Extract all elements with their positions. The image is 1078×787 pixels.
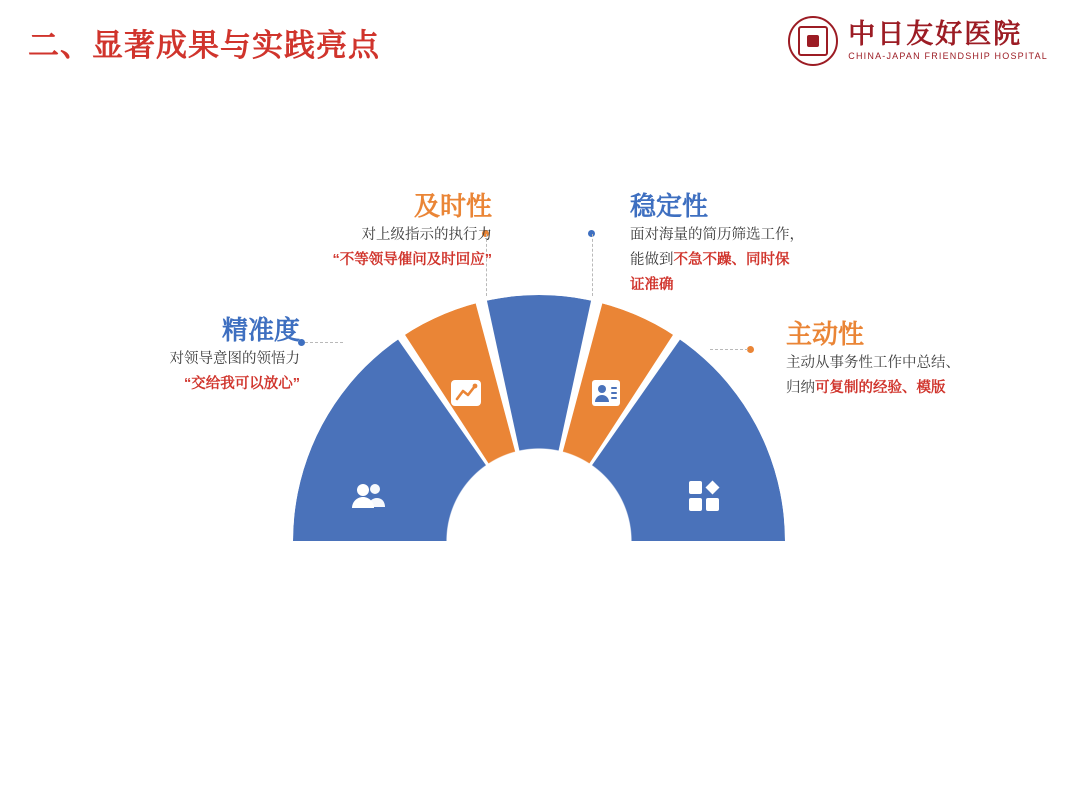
label-wendingxing-line2-highlight: 不急不躁、同时保 bbox=[673, 251, 790, 268]
id-card-icon bbox=[583, 370, 629, 416]
label-zhudongxing-line2-highlight: 可复制的经验、模版 bbox=[815, 379, 946, 396]
chart-line-icon bbox=[443, 370, 489, 416]
label-wendingxing-line2 bbox=[630, 248, 890, 273]
label-jingzhundu-body bbox=[85, 347, 300, 397]
page-title: 二、显著成果与实践亮点 bbox=[28, 28, 380, 63]
label-jingzhundu-line2: “交给我可以放心” bbox=[184, 375, 300, 392]
label-wendingxing-line1: 面对海量的简历筛选工作， bbox=[630, 227, 804, 243]
label-jishixing-body bbox=[262, 223, 492, 273]
label-wendingxing bbox=[630, 186, 890, 298]
label-wendingxing-line2-plain: 能做到 bbox=[630, 251, 674, 268]
logo-name-cn: 中日友好医院 bbox=[848, 19, 1023, 51]
logo-text-block bbox=[848, 20, 1048, 62]
label-zhudongxing bbox=[786, 314, 1036, 401]
logo-name-en: CHINA-JAPAN FRIENDSHIP HOSPITAL bbox=[848, 50, 1048, 61]
hospital-emblem-icon bbox=[788, 16, 838, 66]
label-zhudongxing-line2-plain: 归纳 bbox=[786, 379, 815, 396]
connector-dot-zhudongxing bbox=[747, 346, 754, 353]
label-wendingxing-title: 稳定性 bbox=[630, 191, 709, 221]
users-icon bbox=[345, 473, 391, 519]
connector-line-zhudongxing bbox=[710, 349, 748, 350]
label-wendingxing-line3: 证准确 bbox=[630, 276, 674, 293]
label-jingzhundu-line1: 对领导意图的领悟力 bbox=[169, 351, 300, 367]
label-jishixing-title: 及时性 bbox=[413, 191, 492, 221]
semicircle-donut-diagram bbox=[293, 295, 785, 560]
label-jingzhundu-title: 精准度 bbox=[221, 315, 300, 345]
label-jishixing-line1: 对上级指示的执行力 bbox=[361, 227, 492, 243]
label-jingzhundu bbox=[85, 310, 300, 397]
label-zhudongxing-line1: 主动从事务性工作中总结、 bbox=[786, 355, 960, 371]
label-jishixing-line2: “不等领导催问及时回应” bbox=[332, 251, 492, 268]
connector-line-wendingxing bbox=[592, 234, 593, 296]
grid-blocks-icon bbox=[681, 473, 727, 519]
label-zhudongxing-body bbox=[786, 351, 1036, 401]
label-zhudongxing-title: 主动性 bbox=[786, 319, 865, 349]
connector-line-jingzhundu bbox=[305, 342, 343, 343]
hospital-logo bbox=[788, 16, 1048, 66]
label-jishixing bbox=[262, 186, 492, 273]
label-zhudongxing-line2 bbox=[786, 376, 1036, 401]
label-wendingxing-body bbox=[630, 223, 890, 298]
